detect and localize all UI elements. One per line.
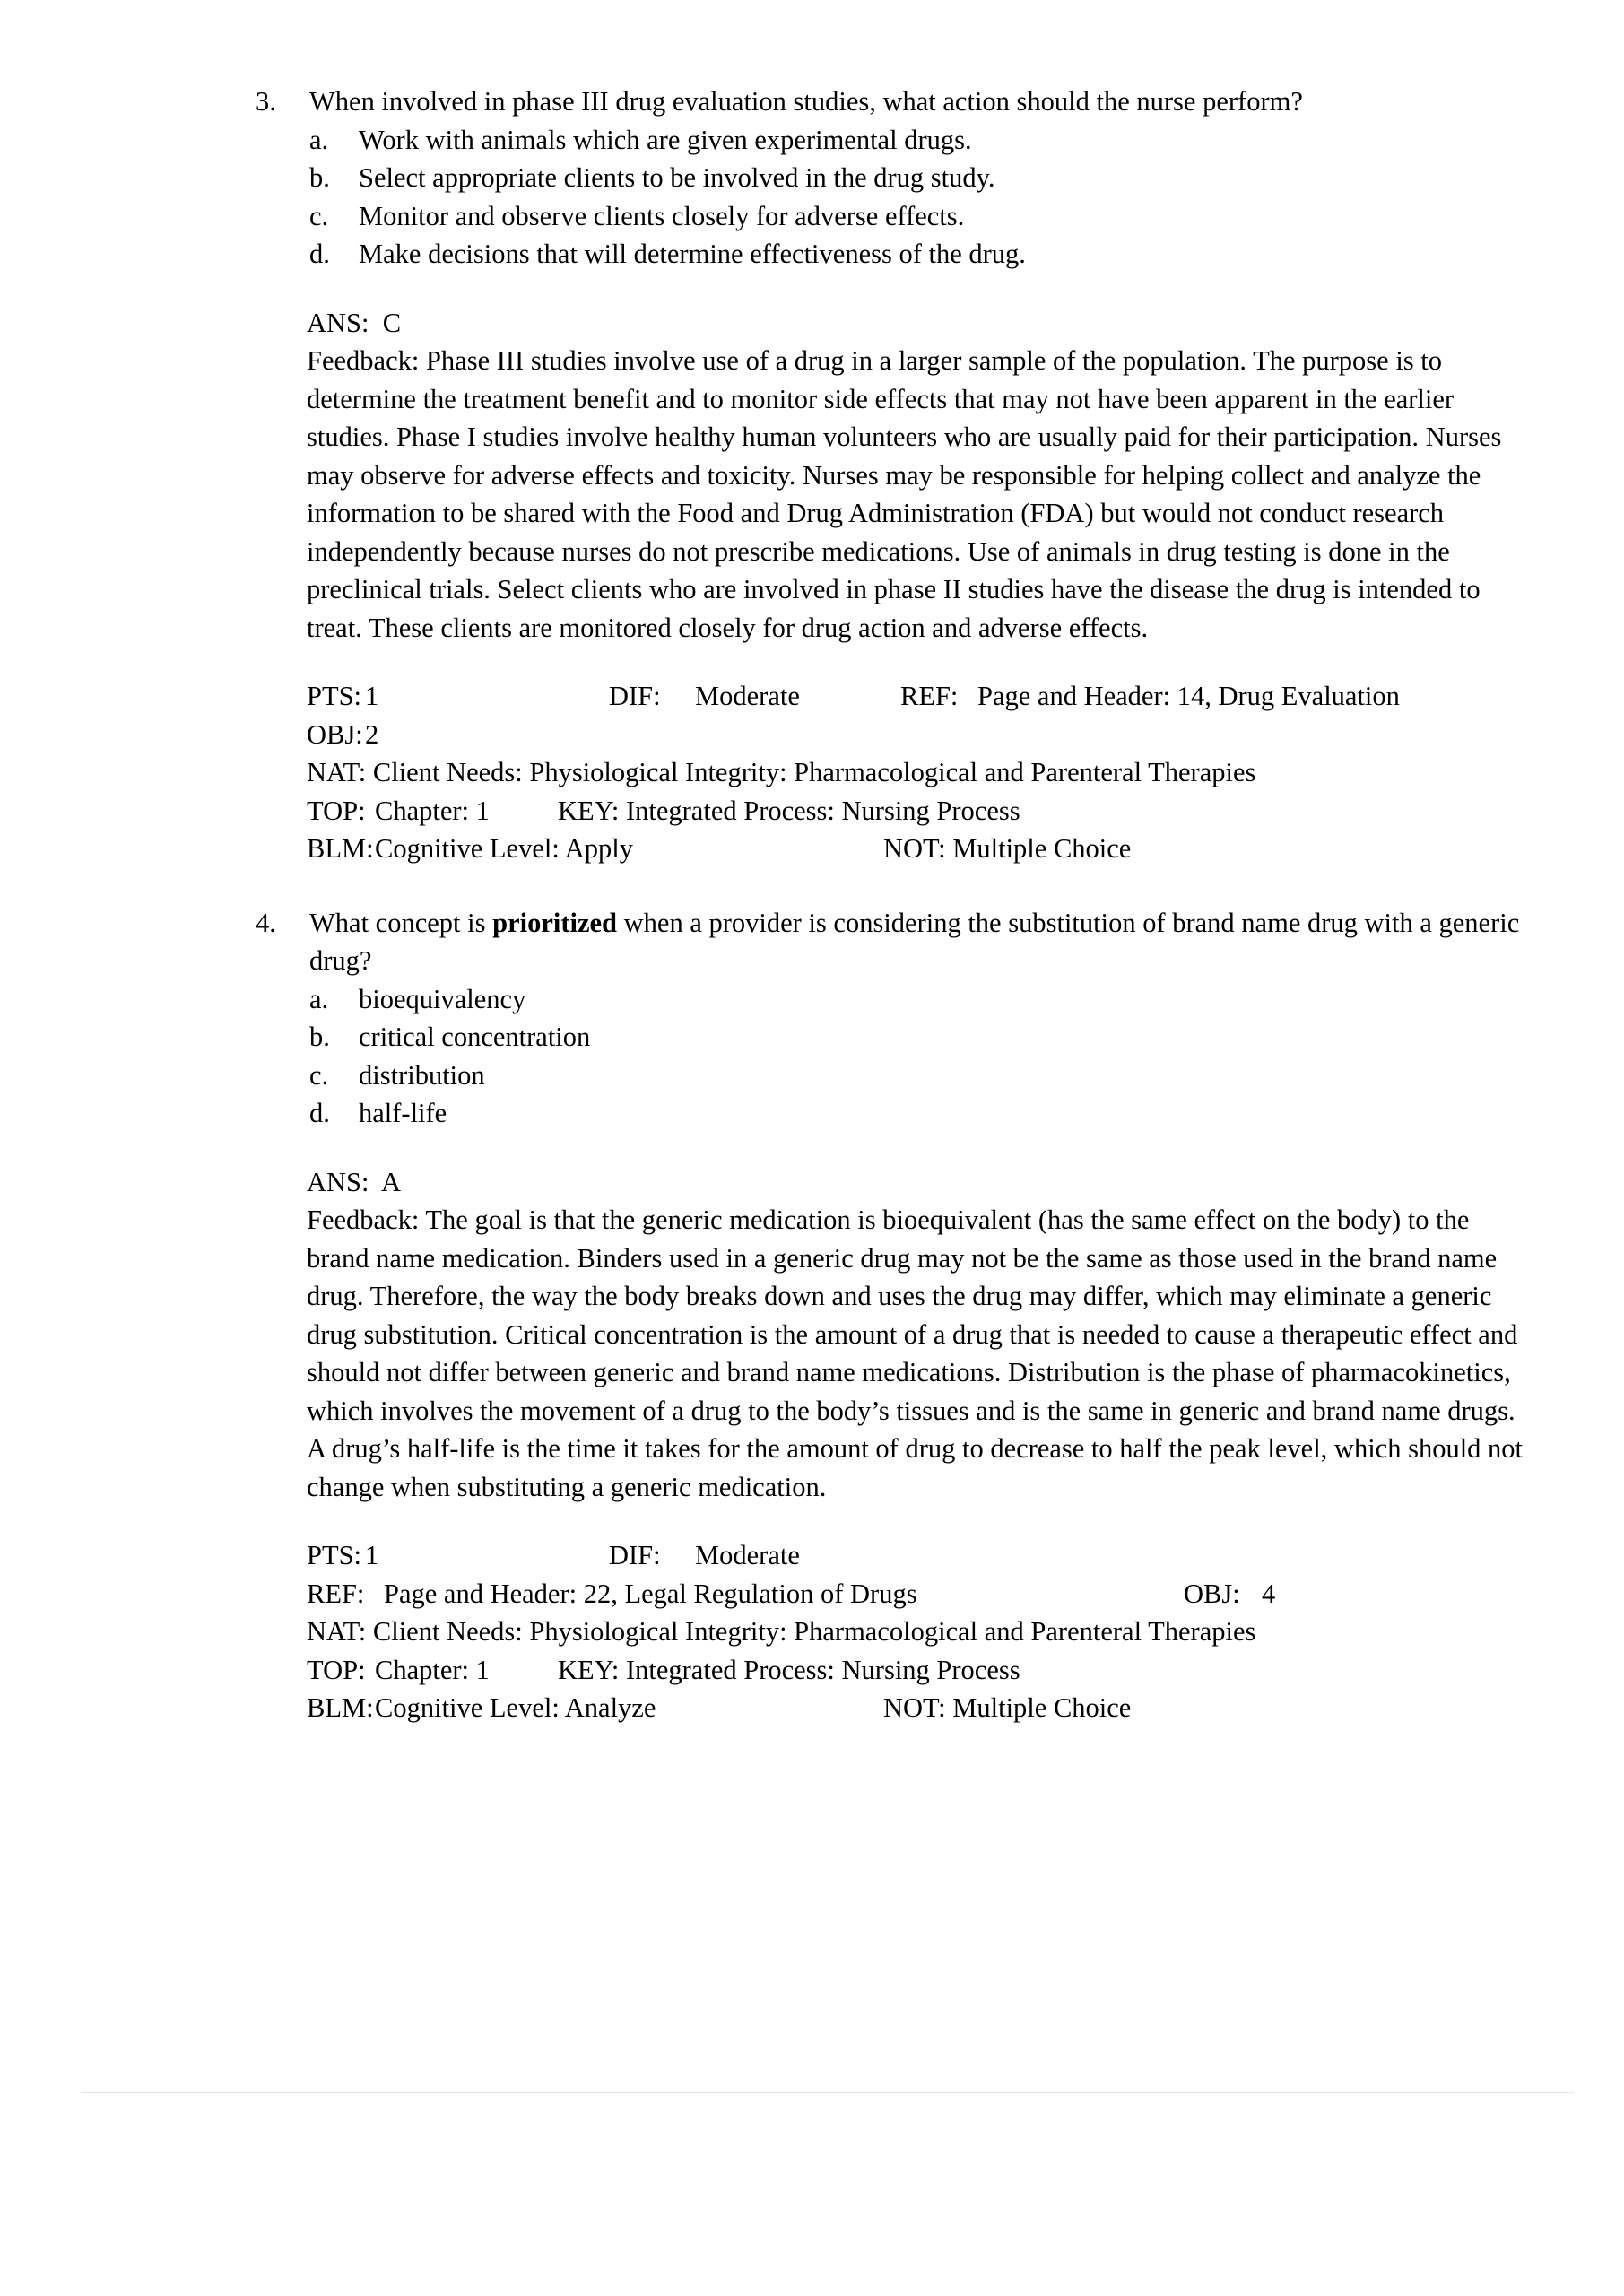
option-letter-d-4: d. — [309, 1098, 330, 1128]
metadata-blm-label-4: BLM: — [307, 1692, 374, 1723]
metadata-row-blm-3 — [307, 830, 1624, 868]
metadata-row-ref-4 — [307, 1575, 1624, 1613]
metadata-pts-value-4: 1 — [365, 1540, 379, 1570]
question-number-4: 4. — [256, 907, 276, 938]
metadata-row-blm-4 — [307, 1689, 1624, 1727]
option-b-3[interactable] — [0, 159, 1624, 197]
metadata-row-nat-3 — [307, 753, 1624, 792]
option-text-a-4: bioequivalency — [359, 983, 526, 1014]
question-block-3 — [0, 83, 1624, 868]
question-stem-row-3 — [0, 83, 1624, 121]
metadata-row-top-4 — [307, 1651, 1624, 1690]
metadata-top-label-4: TOP: — [307, 1654, 366, 1685]
footer-divider — [81, 2092, 1574, 2093]
metadata-dif-value-3: Moderate — [695, 681, 800, 711]
question-stem-suffix-4: when a provider is considering the substitution of brand name drug with a generic drug? — [309, 907, 1520, 976]
option-d-3[interactable] — [0, 235, 1624, 274]
metadata-blm-value-3: Cognitive Level: Apply — [375, 833, 634, 864]
option-a-3[interactable] — [0, 121, 1624, 160]
metadata-key-line-3: KEY: Integrated Process: Nursing Process — [558, 795, 1020, 826]
option-c-3[interactable] — [0, 197, 1624, 236]
metadata-key-line-4: KEY: Integrated Process: Nursing Process — [558, 1654, 1020, 1685]
metadata-obj-value-3: 2 — [365, 718, 379, 750]
option-d-4[interactable] — [0, 1094, 1624, 1133]
metadata-dif-value-4: Moderate — [695, 1540, 800, 1570]
question-stem-text-3: When involved in phase III drug evaluation studies, what action should the nurse perform? — [309, 86, 1303, 117]
question-stem-3 — [309, 83, 1525, 121]
metadata-row-obj-3 — [307, 716, 1624, 754]
answer-line-4: ANS: A — [307, 1166, 402, 1197]
option-text-c-3: Monitor and observe clients closely for adverse effects. — [359, 200, 965, 231]
metadata-row-pts-4 — [307, 1536, 1624, 1575]
question-stem-row-4 — [0, 904, 1624, 980]
option-text-c-4: distribution — [359, 1059, 485, 1091]
option-list-3 — [0, 121, 1624, 274]
question-number-3: 3. — [256, 86, 276, 117]
question-block-4 — [0, 904, 1624, 1727]
metadata-top-label-3: TOP: — [307, 795, 366, 826]
option-letter-a-3: a. — [309, 124, 329, 155]
question-stem-4 — [309, 904, 1525, 980]
metadata-block-4 — [0, 1536, 1624, 1727]
metadata-obj-value-4: 4 — [1262, 1578, 1276, 1609]
option-text-a-3: Work with animals which are given experimental drugs. — [359, 124, 972, 155]
option-letter-b-3: b. — [309, 162, 330, 193]
answer-line-3: ANS: C — [307, 307, 402, 338]
metadata-pts-label-4: PTS: — [307, 1540, 362, 1570]
metadata-dif-label-4: DIF: — [609, 1540, 661, 1570]
option-text-b-4: critical concentration — [359, 1022, 591, 1052]
metadata-not-line-3: NOT: Multiple Choice — [883, 833, 1132, 864]
question-stem-emphasis-4: prioritized — [492, 907, 618, 938]
answer-block-4 — [0, 1163, 1624, 1507]
option-text-d-4: half-life — [359, 1098, 447, 1128]
metadata-dif-label-3: DIF: — [609, 681, 661, 711]
answer-block-3 — [0, 304, 1624, 648]
option-letter-c-4: c. — [309, 1059, 329, 1091]
option-b-4[interactable] — [0, 1018, 1624, 1057]
metadata-ref-label-4: REF: — [307, 1578, 365, 1609]
metadata-ref-value-4: Page and Header: 22, Legal Regulation of Drugs — [384, 1578, 917, 1609]
option-a-4[interactable] — [0, 980, 1624, 1019]
option-text-b-3: Select appropriate clients to be involved in the drug study. — [359, 162, 995, 193]
metadata-not-line-4: NOT: Multiple Choice — [883, 1692, 1132, 1723]
option-text-d-3: Make decisions that will determine effectiveness of the drug. — [359, 239, 1026, 269]
metadata-nat-line-3: NAT: Client Needs: Physiological Integrity: Pharmacological and Parenteral Therapies — [307, 757, 1256, 787]
feedback-text-3: Feedback: Phase III studies involve use of a drug in a larger sample of the population. The purpose is to determine the treatment benefit and to monitor side effects that may not have been apparent in the earlier studies. Phase I studies involve healthy human volunteers who are usually paid for their participation. Nurses may observe for adverse effects and toxicity. Nurses may be responsible for helping collect and analyze the information to be shared with the Food and Drug Administration (FDA) but would not conduct research independently because nurses do not prescribe medications. Use of animals in drug testing is done in the preclinical trials. Select clients who are involved in phase II studies have the disease the drug is intended to treat. These clients are monitored closely for drug action and adverse effects. — [307, 345, 1502, 643]
option-letter-a-4: a. — [309, 983, 329, 1014]
option-letter-c-3: c. — [309, 200, 329, 231]
option-letter-d-3: d. — [309, 239, 330, 269]
question-spacer — [0, 868, 1624, 904]
metadata-block-3 — [0, 677, 1624, 868]
metadata-ref-value-3: Page and Header: 14, Drug Evaluation — [977, 681, 1400, 711]
metadata-top-value-3: Chapter: 1 — [375, 795, 490, 826]
option-letter-b-4: b. — [309, 1022, 330, 1052]
metadata-ref-label-3: REF: — [900, 681, 959, 711]
metadata-nat-line-4: NAT: Client Needs: Physiological Integrity: Pharmacological and Parenteral Therapies — [307, 1616, 1256, 1647]
option-list-4 — [0, 980, 1624, 1133]
metadata-obj-label-3: OBJ: — [307, 718, 363, 750]
metadata-obj-label-4: OBJ: — [1184, 1578, 1240, 1609]
option-c-4[interactable] — [0, 1057, 1624, 1095]
question-stem-prefix-4: What concept is — [309, 907, 493, 938]
metadata-blm-value-4: Cognitive Level: Analyze — [375, 1692, 656, 1723]
metadata-row-top-3 — [307, 792, 1624, 831]
metadata-pts-label-3: PTS: — [307, 681, 362, 711]
feedback-text-4: Feedback: The goal is that the generic medication is bioequivalent (has the same effect on the body) to the brand name medication. Binders used in a generic drug may not be the same as those used in the brand name drug. Therefore, the way the body breaks down and uses the drug may differ, which may eliminate a generic drug substitution. Critical concentration is the amount of a drug that is needed to cause a therapeutic effect and should not differ between generic and brand name medications. Distribution is the phase of pharmacokinetics, which involves the movement of a drug to the body’s tissues and is the same in generic and brand name drugs. A drug’s half-life is the time it takes for the amount of drug to decrease to half the peak level, which should not change when substituting a generic medication. — [307, 1205, 1524, 1502]
metadata-row-pts-3 — [307, 677, 1624, 716]
metadata-blm-label-3: BLM: — [307, 833, 374, 864]
metadata-top-value-4: Chapter: 1 — [375, 1654, 490, 1685]
metadata-row-nat-4 — [307, 1613, 1624, 1651]
metadata-pts-value-3: 1 — [365, 681, 379, 711]
